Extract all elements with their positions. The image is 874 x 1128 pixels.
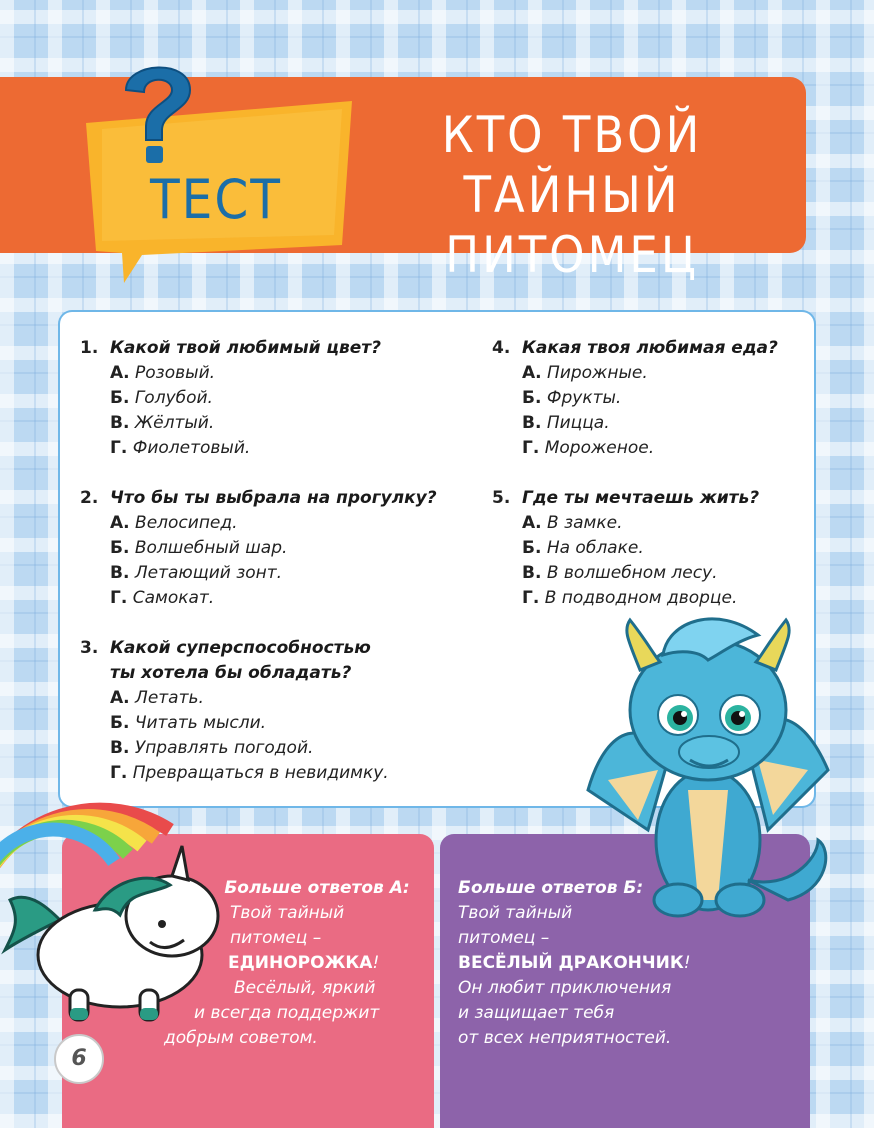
option-c: В. Летающий зонт. [110,563,283,583]
question-2 [80,486,437,611]
option-a: А. Пирожные. [522,363,648,383]
question-number: 5. [492,488,511,508]
option-d: Г. Превращаться в невидимку. [110,763,389,783]
option-b: Б. Голубой. [110,388,213,408]
question-text: Какая твоя любимая еда? [522,338,778,358]
result-b-pet: ВЕСЁЛЫЙ ДРАКОНЧИК [458,953,684,973]
option-c: В. В волшебном лесу. [522,563,718,583]
title-line-2: ТАЙНЫЙ ПИТОМЕЦ [445,166,699,284]
question-number: 2. [80,488,99,508]
option-c: В. Жёлтый. [110,413,215,433]
unicorn-illustration [0,840,230,1030]
option-a: А. Розовый. [110,363,216,383]
question-text: Где ты мечтаешь жить? [522,488,760,508]
result-a-text: Больше ответов А: Твой тайный питомец – ЕДИНОРОЖКА! Весёлый, яркий и всегда поддержит добрым советом. [162,876,412,1051]
result-a-pet: ЕДИНОРОЖКА [228,953,373,973]
dragon-illustration [568,600,848,930]
option-c: В. Управлять погодой. [110,738,314,758]
question-number: 3. [80,638,99,658]
title-line-1: КТО ТВОЙ [441,106,703,164]
question-text-line-2: ты хотела бы обладать? [110,663,352,683]
question-4 [492,336,778,461]
question-5 [492,486,759,611]
question-number: 4. [492,338,511,358]
option-b: Б. Волшебный шар. [110,538,288,558]
page-title [372,105,772,285]
option-d: Г. В подводном дворце. [522,588,738,608]
question-1 [80,336,381,461]
question-text-line-1: Какой суперспособностью [110,638,371,658]
option-a: А. Летать. [110,688,204,708]
result-a-heading: Больше ответов А: [224,878,410,898]
question-number: 1. [80,338,99,358]
page-number: 6 [54,1034,104,1084]
option-b: Б. Читать мысли. [110,713,267,733]
option-a: А. Велосипед. [110,513,238,533]
question-text: Что бы ты выбрала на прогулку? [110,488,437,508]
question-text: Какой твой любимый цвет? [110,338,381,358]
option-a: А. В замке. [522,513,623,533]
test-badge-label: ТЕСТ [150,168,282,231]
option-c: В. Пицца. [522,413,610,433]
option-d: Г. Фиолетовый. [110,438,251,458]
result-b-text: Больше ответов Б: Твой тайный питомец – ВЕСЁЛЫЙ ДРАКОНЧИК! Он любит приключения и защищает тебя от всех неприятностей. [458,876,788,1051]
question-mark-icon [108,50,208,170]
option-d: Г. Самокат. [110,588,215,608]
option-b: Б. На облаке. [522,538,644,558]
option-b: Б. Фрукты. [522,388,622,408]
result-b-heading: Больше ответов Б: [458,878,644,898]
option-d: Г. Мороженое. [522,438,655,458]
